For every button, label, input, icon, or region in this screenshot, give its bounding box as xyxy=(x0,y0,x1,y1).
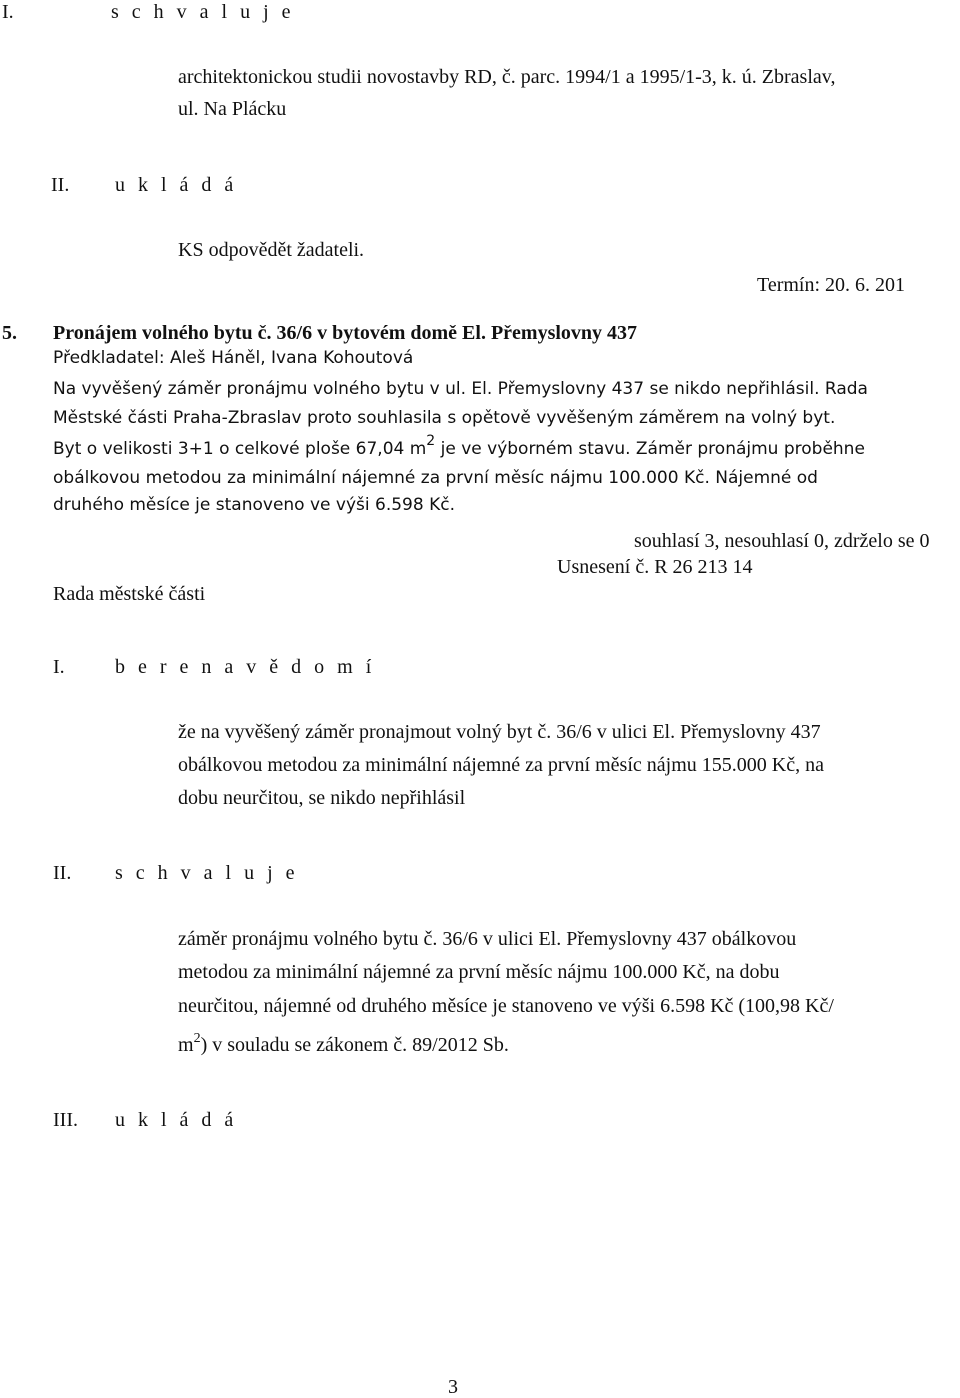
section-verb: u k l á d á xyxy=(115,174,238,196)
paragraph-line: ul. Na Plácku xyxy=(178,98,287,120)
paragraph-line xyxy=(53,433,865,459)
item-number: 5. xyxy=(2,322,17,344)
text-run: m xyxy=(178,1034,194,1056)
paragraph-line: Městské části Praha-Zbraslav proto souhlasila s opětově vyvěšeným záměrem na volný byt. xyxy=(53,408,836,428)
paragraph-line: dobu neurčitou, se nikdo nepřihlásil xyxy=(178,787,466,809)
section-verb: u k l á d á xyxy=(115,1109,238,1131)
council-name: Rada městské části xyxy=(53,583,206,605)
paragraph-line: metodou za minimální nájemné za první měsíc nájmu 100.000 Kč, na dobu xyxy=(178,961,780,983)
section-numeral: II. xyxy=(51,174,70,196)
superscript: 2 xyxy=(193,1031,201,1046)
deadline: Termín: 20. 6. 201 xyxy=(757,274,906,296)
paragraph-line: že na vyvěšený záměr pronajmout volný byt č. 36/6 v ulici El. Přemyslovny 437 xyxy=(178,721,821,743)
section-verb: b e r e n a v ě d o m í xyxy=(115,656,376,678)
text-run: Byt o velikosti 3+1 o celkové ploše 67,04 m xyxy=(53,439,427,459)
section-verb: s c h v a l u j e xyxy=(111,1,295,23)
paragraph-line: obálkovou metodou za minimální nájemné za první měsíc nájmu 155.000 Kč, na xyxy=(178,754,824,776)
section-numeral: I. xyxy=(2,1,14,23)
paragraph-line: architektonickou studii novostavby RD, č. parc. 1994/1 a 1995/1-3, k. ú. Zbraslav, xyxy=(178,66,836,88)
paragraph-line: záměr pronájmu volného bytu č. 36/6 v ulici El. Přemyslovny 437 obálkovou xyxy=(178,928,797,950)
section-numeral: I. xyxy=(53,656,65,678)
paragraph-line: Na vyvěšený záměr pronájmu volného bytu v ul. El. Přemyslovny 437 se nikdo nepřihlásil. Rada xyxy=(53,379,868,399)
paragraph-line: neurčitou, nájemné od druhého měsíce je stanoveno ve výši 6.598 Kč (100,98 Kč/ xyxy=(178,995,834,1017)
vote-result: souhlasí 3, nesouhlasí 0, zdrželo se 0 xyxy=(634,530,930,552)
superscript: 2 xyxy=(426,433,436,449)
paragraph-line: KS odpovědět žadateli. xyxy=(178,239,365,261)
paragraph-line xyxy=(178,1031,509,1056)
section-numeral: III. xyxy=(53,1109,78,1131)
paragraph-line: druhého měsíce je stanoveno ve výši 6.598 Kč. xyxy=(53,495,455,515)
page-number: 3 xyxy=(448,1376,458,1398)
text-run: ) v souladu se zákonem č. 89/2012 Sb. xyxy=(200,1034,509,1056)
presenter: Předkladatel: Aleš Háněl, Ivana Kohoutová xyxy=(53,348,414,368)
section-numeral: II. xyxy=(53,862,72,884)
resolution-number: Usnesení č. R 26 213 14 xyxy=(557,556,753,578)
paragraph-line: obálkovou metodou za minimální nájemné za první měsíc nájmu 100.000 Kč. Nájemné od xyxy=(53,468,818,488)
section-verb: s c h v a l u j e xyxy=(115,862,299,884)
item-title: Pronájem volného bytu č. 36/6 v bytovém domě El. Přemyslovny 437 xyxy=(53,322,638,344)
text-run: je ve výborném stavu. Záměr pronájmu proběhne xyxy=(435,439,865,459)
